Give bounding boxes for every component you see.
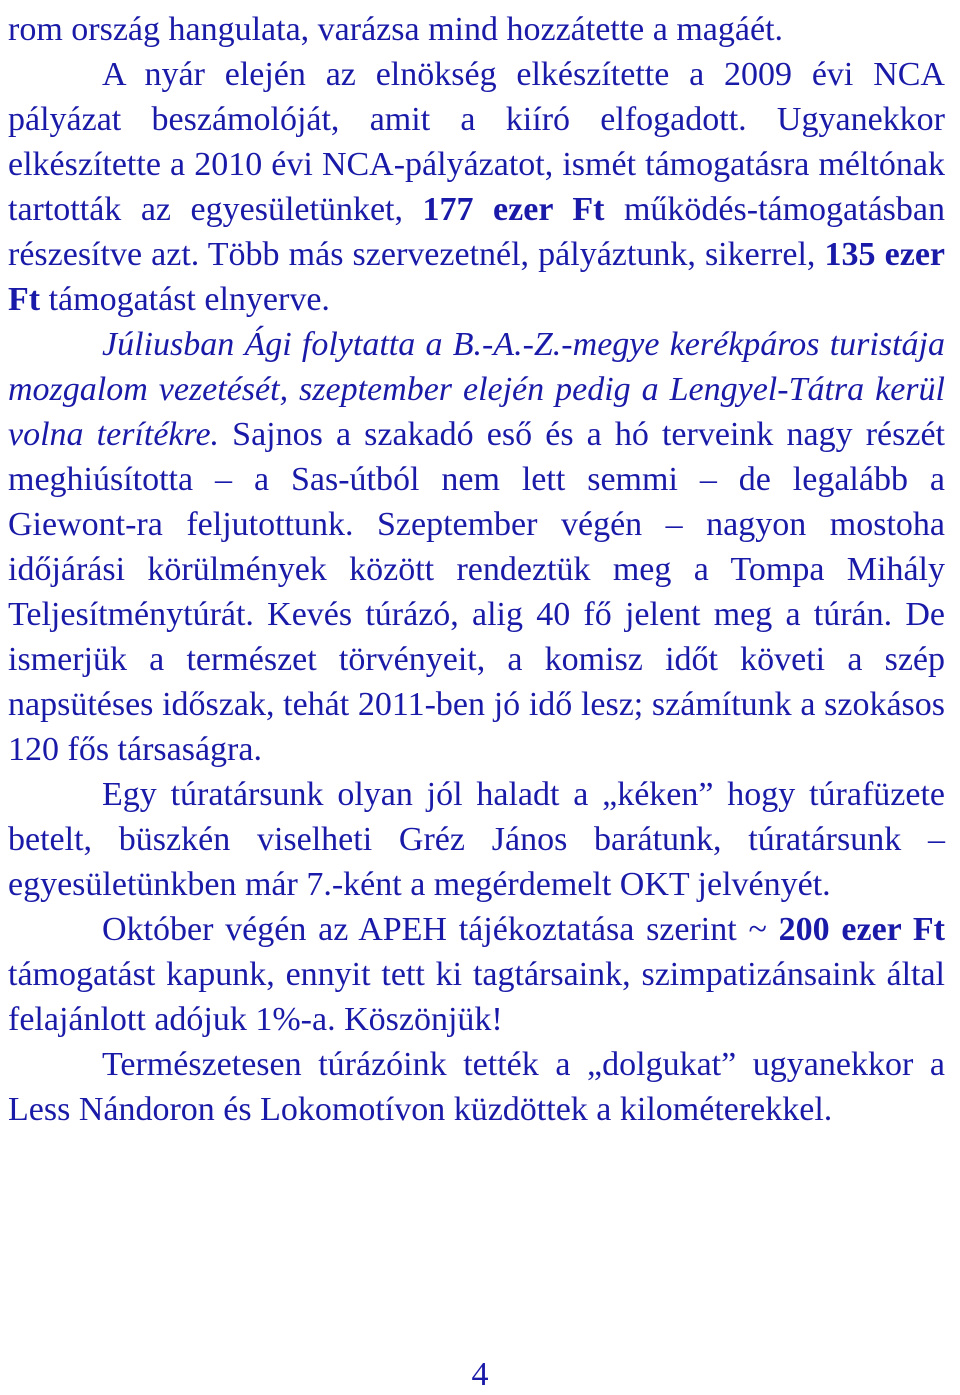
paragraph-5-text-a: Október végén az APEH tájékoztatása szerint ~ bbox=[102, 911, 779, 948]
amount-135-ezer-ft: 135 ezer Ft bbox=[8, 236, 945, 318]
paragraph-2-text-c: támogatást elnyerve. bbox=[40, 281, 330, 318]
paragraph-3-italic-text: Júliusban Ági folytatta a B.-A.-Z.-megye kerékpáros turistája mozgalom vezetését, szeptember elején pedig a Lengyel-Tátra kerül volna terítékre. bbox=[8, 326, 945, 453]
page-number: 4 bbox=[471, 1356, 489, 1393]
paragraph-6 bbox=[8, 1042, 945, 1132]
document-page bbox=[8, 7, 945, 1132]
paragraph-4-text: Egy túratársunk olyan jól haladt a „kéken” hogy túrafüzete betelt, büszkén viselheti Gréz János barátunk, túratársunk – egyesületünkben már 7.-ként a megérdemelt OKT jelvényét. bbox=[8, 776, 945, 903]
paragraph-5-text-b: támogatást kapunk, ennyit tett ki tagtársaink, szimpatizánsaink által felajánlott adójuk 1%-a. Köszönjük! bbox=[8, 956, 945, 1038]
paragraph-2-text-b: működés-támogatásban részesítve azt. Több más szervezetnél, pályáztunk, sikerrel, bbox=[8, 191, 945, 273]
paragraph-3-text: Sajnos a szakadó eső és a hó terveink nagy részét meghiúsította – a Sas-útból nem lett semmi – de legalább a Giewont-ra feljutottunk. Szeptember végén – nagyon mostoha időjárási körülmények között rendeztük meg a Tompa Mihály Teljesítménytúrát. Kevés túrázó, alig 40 fő jelent meg a túrán. De ismerjük a természet törvényeit, a komisz időt követi a szép napsütéses időszak, tehát 2011-ben jó idő lesz; számítunk a szokásos 120 fős társaságra. bbox=[8, 416, 945, 768]
paragraph-3 bbox=[8, 322, 945, 772]
paragraph-2-text-a: A nyár elején az elnökség elkészítette a 2009 évi NCA pályázat beszámolóját, amit a kiíró elfogadott. Ugyanekkor elkészítette a 2010 évi NCA-pályázatot, ismét támogatásra méltónak tartották az egyesületünket, bbox=[8, 56, 945, 228]
paragraph-1 bbox=[8, 7, 945, 52]
amount-200-ezer-ft: 200 ezer Ft bbox=[778, 911, 945, 948]
paragraph-1-text: rom ország hangulata, varázsa mind hozzátette a magáét. bbox=[8, 11, 784, 48]
paragraph-4 bbox=[8, 772, 945, 907]
paragraph-6-text: Természetesen túrázóink tették a „dolgukat” ugyanekkor a Less Nándoron és Lokomotívon küzdöttek a kilométerekkel. bbox=[8, 1046, 945, 1128]
amount-177-ezer-ft: 177 ezer Ft bbox=[422, 191, 605, 228]
paragraph-5 bbox=[8, 907, 945, 1042]
paragraph-2 bbox=[8, 52, 945, 322]
